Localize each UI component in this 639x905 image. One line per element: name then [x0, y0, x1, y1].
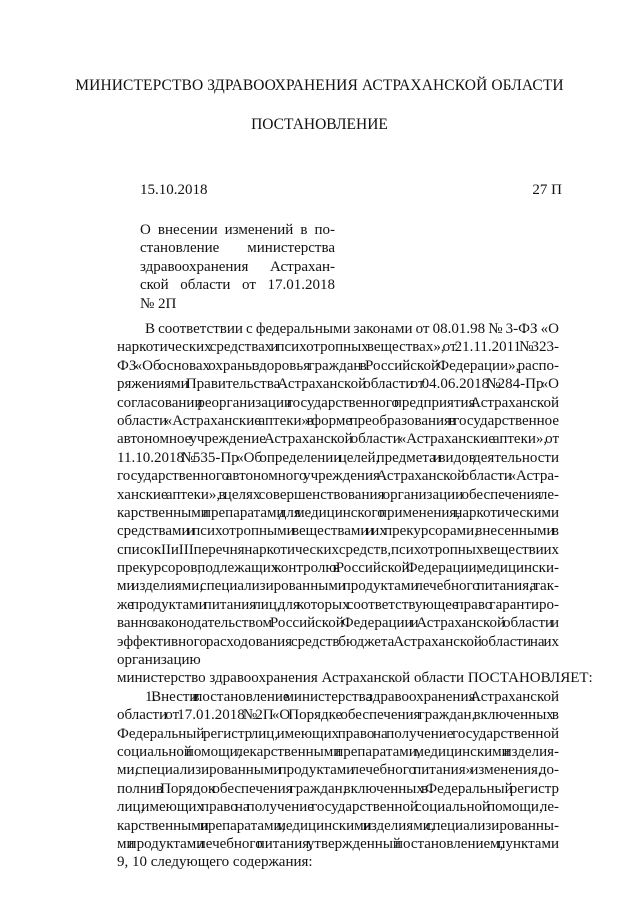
item-1-line: области от 17.01.2018 № 2П «О Порядке обеспечения граждан, включенных в	[117, 707, 559, 724]
preamble-line: организацию	[117, 652, 201, 669]
preamble-line: наркотических средствах и психотропных веществах», от 21.11.2011 № 323-	[117, 339, 559, 356]
item-1-line: карственными препаратами, медицинскими изделиями, специализированны-	[117, 817, 559, 834]
preamble-line: карственными препаратами для медицинского применения, наркотическими	[117, 504, 559, 521]
document-date: 15.10.2018	[140, 182, 208, 198]
preamble-line: эффективного расходования средств бюджета Астраханской области на их	[117, 633, 559, 650]
ministry-heading: МИНИСТЕРСТВО ЗДРАВООХРАНЕНИЯ АСТРАХАНСКОЙ ОБЛАСТИ	[75, 77, 564, 94]
preamble-line: ми изделиями, специализированными продуктами лечебного питания, а так-	[117, 578, 559, 595]
preamble-line: ванно законодательством Российской Федерации и Астраханской области и	[117, 615, 559, 632]
resolves-line: министерство здравоохранения Астраханской области ПОСТАНОВЛЯЕТ:	[117, 670, 593, 687]
preamble-line: В соответствии с федеральными законами от 08.01.98 № 3-ФЗ «О	[145, 321, 559, 337]
item-1-paragraph	[117, 688, 559, 872]
preamble-line: согласовании реорганизации государственного предприятия Астраханской	[117, 394, 559, 411]
preamble-line: ФЗ «Об основах охраны здоровья граждан в Российской Федерации», распо-	[117, 357, 559, 374]
item-1-line: ми, специализированными продуктами лечебного питания» изменения, до-	[117, 762, 559, 779]
item-1-line: 1. Внести в постановление министерства здравоохранения Астраханской	[145, 688, 559, 705]
item-1-line: ми продуктами лечебного питания, утвержденный постановлением, пунктами	[117, 835, 559, 852]
preamble-line: автономное учреждение Астраханской области «Астраханские аптеки», от	[117, 431, 559, 448]
preamble-line: же продуктами питания лиц, для которых соответствующее право гарантиро-	[117, 596, 559, 613]
subject-line: О внесении изменений в по-	[140, 222, 335, 238]
item-1-line: социальной помощи, лекарственными препаратами, медицинскими изделия-	[117, 743, 559, 760]
subject-line: ской области от 17.01.2018	[140, 277, 335, 294]
document-subject	[140, 221, 335, 313]
subject-line: становление министерства	[140, 240, 335, 257]
preamble-line: области «Астраханские аптеки» в форме преобразования в государственное	[117, 412, 559, 429]
item-1-line: 9, 10 следующего содержания:	[117, 854, 313, 871]
document-type-heading: ПОСТАНОВЛЕНИЕ	[251, 116, 388, 133]
document-meta	[140, 180, 562, 202]
item-1-line: Федеральный регистр лиц, имеющих право на получение государственной	[117, 725, 559, 742]
item-1-line: лиц, имеющих право на получение государственной социальной помощи, ле-	[117, 799, 559, 816]
item-1-line: полнив Порядок обеспечения граждан, включенных в Федеральный регистр	[117, 780, 559, 797]
preamble-line: средствами и психотропными веществами и их прекурсорами, внесенными в	[117, 523, 559, 540]
preamble-line: ханские аптеки», в целях совершенствования организации обеспечения ле-	[117, 486, 559, 503]
subject-line: здравоохранения Астрахан-	[140, 258, 335, 275]
preamble-line: прекурсоров, подлежащих контролю в Российской Федерации, медицински-	[117, 560, 559, 577]
preamble-line: 11.10.2018 № 535-Пр «Об определении целей, предмета и видов деятельности	[117, 449, 559, 466]
preamble-line: список II и III перечня наркотических средств, психотропных веществ и их	[117, 541, 560, 558]
preamble-line: ряжениями Правительства Астраханской области от 04.06.2018 № 284-Пр «О	[117, 376, 559, 393]
document-body	[117, 320, 593, 872]
document-number: 27 П	[532, 182, 562, 198]
preamble-line: государственного автономного учреждения Астраханской области «Астра-	[117, 468, 559, 485]
subject-line: № 2П	[140, 295, 177, 312]
preamble-paragraph	[117, 320, 559, 669]
